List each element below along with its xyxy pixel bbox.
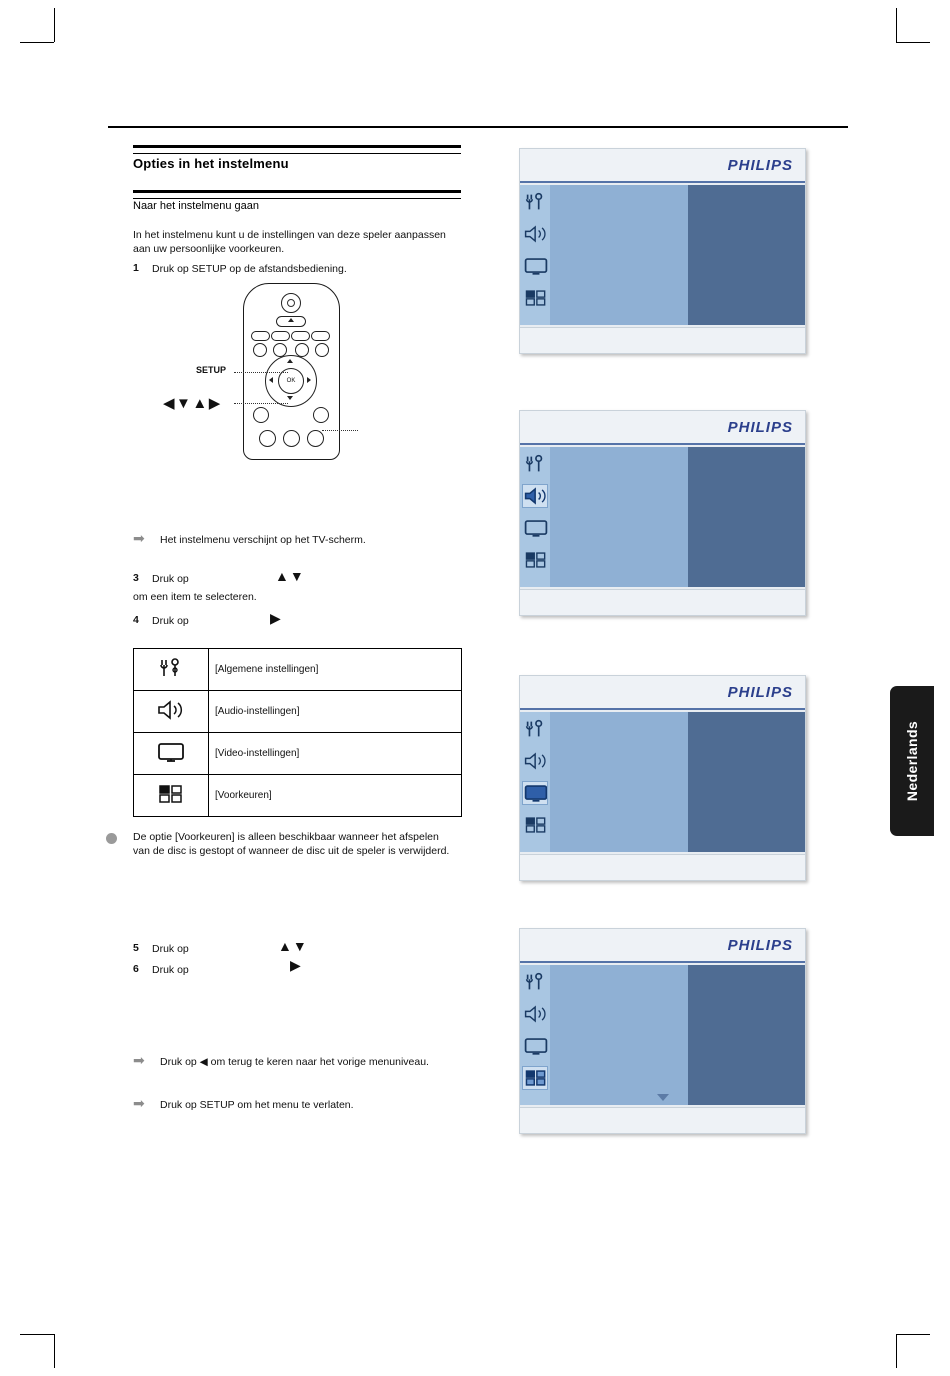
- video-setup-icon: [134, 733, 209, 775]
- screen-menu-panel: [550, 712, 688, 852]
- play-pause-button-icon: [283, 430, 300, 447]
- header-rule: [108, 126, 848, 128]
- audio-setup-icon: [134, 691, 209, 733]
- crop-mark-tl-v: [54, 8, 55, 42]
- tip-arrow-icon-1: ➡: [133, 1052, 145, 1068]
- screen-header-bar: [520, 411, 805, 445]
- nav-right-glyph: ▶: [270, 610, 282, 626]
- nav-left-icon: [269, 377, 273, 383]
- standby-symbol-icon: [287, 299, 295, 307]
- crop-mark-tl-h: [20, 42, 54, 43]
- general-setup-label: [Algemene instellingen]: [209, 649, 462, 691]
- note-bullet-icon: [106, 833, 117, 844]
- screen-status-bar: [520, 1107, 805, 1133]
- audio-setup-icon[interactable]: [523, 1003, 547, 1025]
- nav-up-icon: [287, 359, 293, 363]
- section-title-rule-top: [133, 145, 461, 154]
- general-setup-icon[interactable]: [523, 971, 547, 993]
- video-setup-icon[interactable]: [523, 782, 547, 804]
- preference-setup-icon[interactable]: [523, 1067, 547, 1089]
- philips-logo: PHILIPS: [727, 419, 793, 436]
- screen-body: [520, 712, 805, 852]
- table-row: [134, 775, 462, 817]
- setup-button-icon: [253, 407, 269, 423]
- nav-right-icon: [307, 377, 311, 383]
- audio-setup-label: [Audio-instellingen]: [209, 691, 462, 733]
- step-6-number: 6: [133, 963, 139, 975]
- screen-header-bar: [520, 676, 805, 710]
- screen-status-bar: [520, 589, 805, 615]
- menu-pbc-button-icon: [251, 331, 270, 341]
- sub-title: Naar het instelmenu gaan: [133, 200, 259, 212]
- stop-button-icon: [259, 430, 276, 447]
- video-setup-label: [Video-instellingen]: [209, 733, 462, 775]
- nav-updown-glyph-2: ▲▼: [278, 938, 308, 954]
- video-setup-icon[interactable]: [523, 255, 547, 277]
- preference-setup-screen: [519, 928, 806, 1134]
- step-5-text-pre: Druk op: [152, 943, 189, 955]
- screen-value-panel: [688, 447, 805, 587]
- nav-right-glyph-2: ▶: [290, 957, 302, 973]
- callout-setup-label: SETUP: [196, 365, 227, 375]
- sleep-button-icon: [311, 331, 330, 341]
- general-setup-icon: [134, 649, 209, 691]
- screen-menu-panel: [550, 965, 688, 1105]
- tip-text-1: Druk op ◀ om terug te keren naar het vorige menuniveau.: [160, 1056, 429, 1068]
- general-setup-icon[interactable]: [523, 718, 547, 740]
- section-title: Opties in het instelmenu: [133, 156, 289, 171]
- sub-title-rule: [133, 190, 461, 199]
- audio-setup-icon[interactable]: [523, 750, 547, 772]
- language-side-tab: [890, 686, 934, 836]
- note-text: De optie [Voorkeuren] is alleen beschikbaar wanneer het afspelen van de disc is gestopt of wanneer de disc uit de speler is verwijderd.: [133, 831, 450, 857]
- preference-setup-icon[interactable]: [523, 287, 547, 309]
- crop-mark-br-v: [896, 1334, 897, 1368]
- preference-setup-icon[interactable]: [523, 549, 547, 571]
- setup-icon-table: [133, 648, 462, 817]
- screen-header-bar: [520, 929, 805, 963]
- philips-logo: PHILIPS: [727, 157, 793, 174]
- ok-button-icon: OK: [278, 368, 304, 394]
- screen-icon-rail: [520, 185, 550, 325]
- callout-leader-nav: [234, 403, 288, 404]
- general-setup-icon[interactable]: [523, 453, 547, 475]
- callout-nav-keys: ◀▼▲▶: [163, 395, 222, 412]
- crop-mark-br-h: [896, 1334, 930, 1335]
- nav-down-icon: [287, 396, 293, 400]
- crop-mark-tr-h: [896, 42, 930, 43]
- screen-icon-rail: [520, 447, 550, 587]
- tip-arrow-icon-2: ➡: [133, 1095, 145, 1111]
- crop-mark-bl-v: [54, 1334, 55, 1368]
- option-button-icon: [313, 407, 329, 423]
- preference-setup-label: [Voorkeuren]: [209, 775, 462, 817]
- screen-value-panel: [688, 712, 805, 852]
- open-close-triangle-icon: [288, 318, 294, 322]
- screen-status-bar: [520, 327, 805, 353]
- step-2-text-post: om een item te selecteren.: [133, 591, 257, 603]
- step-3-text-pre: Druk op: [152, 615, 189, 627]
- callout-leader-ok: [322, 430, 358, 431]
- screen-menu-panel: [550, 447, 688, 587]
- video-setup-screen: [519, 675, 806, 881]
- general-setup-screen: [519, 148, 806, 354]
- callout-leader-setup: [234, 372, 288, 373]
- screen-body: [520, 447, 805, 587]
- screen-header-bar: [520, 149, 805, 183]
- nav-updown-glyph: ▲▼: [275, 568, 305, 584]
- screen-body: [520, 185, 805, 325]
- screen-icon-rail: [520, 965, 550, 1105]
- crop-mark-tr-v: [896, 8, 897, 42]
- screen-menu-panel: [550, 185, 688, 325]
- video-setup-icon[interactable]: [523, 517, 547, 539]
- language-side-tab-label: Nederlands: [904, 720, 920, 802]
- step-3-number: 4: [133, 614, 139, 626]
- aux-button-1-icon: [253, 343, 267, 357]
- philips-logo: PHILIPS: [727, 937, 793, 954]
- video-setup-icon[interactable]: [523, 1035, 547, 1057]
- preference-setup-icon[interactable]: [523, 814, 547, 836]
- disc-button-icon: [271, 331, 290, 341]
- table-row: [134, 649, 462, 691]
- aux-button-4-icon: [315, 343, 329, 357]
- usb-button-icon: [291, 331, 310, 341]
- scroll-down-icon[interactable]: [657, 1094, 669, 1101]
- audio-setup-icon[interactable]: [523, 485, 547, 507]
- preference-setup-icon: [134, 775, 209, 817]
- screen-icon-rail: [520, 712, 550, 852]
- step-1-text: Druk op SETUP op de afstandsbediening.: [152, 263, 347, 275]
- table-row: [134, 733, 462, 775]
- screen-body: [520, 965, 805, 1105]
- screen-status-bar: [520, 854, 805, 880]
- crop-mark-bl-h: [20, 1334, 54, 1335]
- next-button-icon: [307, 430, 324, 447]
- result-arrow-icon: ➡: [133, 530, 145, 546]
- step-1-number: 1: [133, 262, 139, 274]
- tip-text-2: Druk op SETUP om het menu te verlaten.: [160, 1099, 354, 1111]
- audio-setup-screen: [519, 410, 806, 616]
- screen-value-panel: [688, 185, 805, 325]
- general-setup-icon[interactable]: [523, 191, 547, 213]
- table-row: [134, 691, 462, 733]
- step-6-text-pre: Druk op: [152, 964, 189, 976]
- step-2-number: 3: [133, 572, 139, 584]
- result-note: Het instelmenu verschijnt op het TV-scherm.: [160, 534, 366, 546]
- philips-logo: PHILIPS: [727, 684, 793, 701]
- audio-setup-icon[interactable]: [523, 223, 547, 245]
- step-5-number: 5: [133, 942, 139, 954]
- step-2-text-pre: Druk op: [152, 573, 189, 585]
- intro-text: In het instelmenu kunt u de instellingen van deze speler aanpassen aan uw persoonlijke voorkeuren.: [133, 229, 446, 255]
- screen-value-panel: [688, 965, 805, 1105]
